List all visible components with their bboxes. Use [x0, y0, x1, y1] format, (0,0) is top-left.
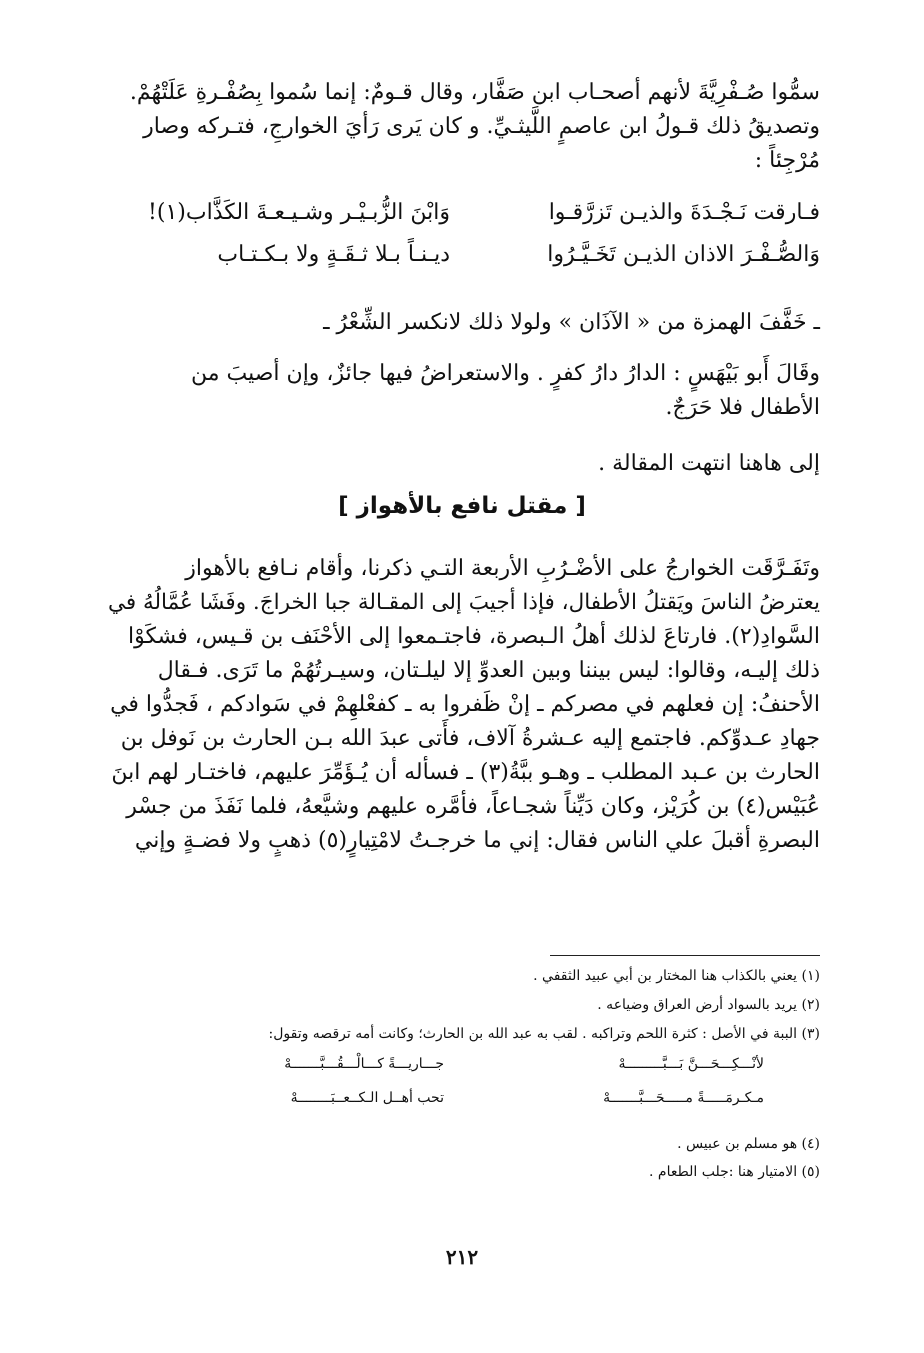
text-line: السَّوادِ(٢). فارتاعَ لذلك أهلُ الـبصرة، فاجتـمعوا إلى الأحْنَف بن قـيس، فشكَوْا [128, 624, 820, 649]
intro-paragraph [100, 76, 820, 178]
poem-hemistich: مـكـرمَـــــةً مـــــحَـــبَّـــــــهْ [603, 1090, 764, 1106]
footnote: (٥) الامتيار هنا :جلب الطعام . [649, 1164, 820, 1180]
text-line: وقَالَ أَبو بَيْهَسٍ : الدارُ دارُ كفرٍ . والاستعراضُ فيها جائزٌ، وإن أصيبَ من [190, 361, 820, 386]
footnote-poem-verse [104, 1056, 764, 1080]
abu-bayhas-paragraph [100, 357, 820, 425]
poem-hemistich: جـــاريـــةً كـــالْـــقُـــبَّـــــــهْ [284, 1056, 444, 1072]
poem-verse [100, 200, 820, 234]
section-end-line [100, 447, 820, 481]
poem-verse [100, 242, 820, 276]
text-line: ذلك إليـه، وقالوا: ليس بيننا وبين العدوِّ إلا ليلـتان، وسيـرتُهُمْ ما تَرَى. فـقال [157, 658, 820, 683]
footnote: (٢) يريد بالسواد أرض العراق وضياعه . [597, 997, 820, 1013]
footnote: (٣) الببة في الأصل : كثرة اللحم وتراكبه . لقب به عبد الله بن الحارث؛ وكانت أمه ترقصه وتقول: [268, 1026, 820, 1042]
text-line: جهادِ عـدوِّكم. فاجتمع إليه عـشرةُ آلاف، فأَتى عبدَ الله بـن الحارث بن نَوفل بن [120, 726, 820, 751]
poem-hemistich: وَابْنَ الزُّبـيْـر وشـيـعـةَ الكَذَّاب(١)! [148, 200, 450, 225]
poem-hemistich: وَالصُّـفْـرَ الاذان الذيـن تَخَـيَّـرُوا [547, 242, 820, 267]
footnote: (١) يعني بالكذاب هنا المختار بن أبي عبيد الثقفي . [533, 968, 820, 984]
section-title: [ مقتل نافع بالأهواز ] [338, 493, 586, 519]
poem-hemistich: تحب أهــل الـكــعــبَــــــــهْ [290, 1090, 444, 1106]
poem-hemistich: ديـنـاً بـلا ثـقَـةٍ ولا بـكـتـاب [217, 242, 450, 267]
text-line: وتصديقُ ذلك قـولُ ابن عاصمٍ اللَّيثـيِّ. و كان يَرى رَأيَ الخوارجِ، فتـركه وصار [143, 114, 820, 139]
footnote-separator [550, 955, 820, 956]
text-line: يعترضُ الناسَ ويَقتلُ الأطفال، فإذا أجيبَ إلى المقـالة جبا الخراجَ. وفَشَا عُمَّالُهُ في [107, 590, 820, 615]
footnote: (٤) هو مسلم بن عبيس . [677, 1136, 820, 1152]
body-paragraph [100, 552, 820, 858]
text-line: وتَفَـرَّقَت الخوارجُ على الأضْـرُبِ الأربعة التـي ذكرنا، وأقام نـافع بالأهواز [185, 556, 820, 581]
text-line: الأحنفُ: إن فعلهم في مصركم ـ إنْ ظَفروا به ـ كفعْلهِمْ في سَوادكم ، فَجدُّوا في [110, 692, 820, 717]
page-number: ٢١٢ [445, 1245, 479, 1269]
text-line: مُرْجِئاً : [754, 148, 820, 173]
text-line: ـ خَفَّفَ الهمزة من « الآذَان » ولولا ذلك لانكسر الشِّعْرُ ـ [323, 310, 820, 335]
text-line: إلى هاهنا انتهت المقالة . [598, 451, 820, 476]
poem-hemistich: فـارقت نَـجْـدَةَ والذيـن تَزرَّقـوا [548, 200, 820, 225]
text-line: عُبَيْس(٤) بن كُرَيْز، وكان دَيِّناً شجـاعاً، فأمَّره عليهم وشيَّعهُ، فلما نَفَذَ من جسْر [126, 794, 820, 819]
poem-hemistich: لأنْـــكِـــحَـــنَّ بَـــبَّـــــــــهْ [618, 1056, 764, 1072]
footnote-poem-verse [104, 1090, 764, 1114]
text-line: الحارث بن عـبد المطلب ـ وهـو ببَّةُ(٣) ـ فسأله أن يُـؤَمِّرَ عليهم، فاختـار لهم ابنَ [111, 760, 820, 785]
text-line: الأطفال فلا حَرَجٌ. [665, 395, 820, 420]
text-line: سمُّوا صُـفْرِيَّةَ لأنهم أصحـاب ابن صَفَّار، وقال قـومٌ: إنما سُموا بِصُفْـرةِ عَلَتْهُمْ. [129, 80, 820, 105]
metre-note [100, 306, 820, 340]
text-line: البصرةِ أقبلَ علي الناس فقال: إني ما خرجـتُ لامْتِيارٍ(٥) ذهبٍ ولا فضـةٍ وإني [134, 828, 820, 853]
